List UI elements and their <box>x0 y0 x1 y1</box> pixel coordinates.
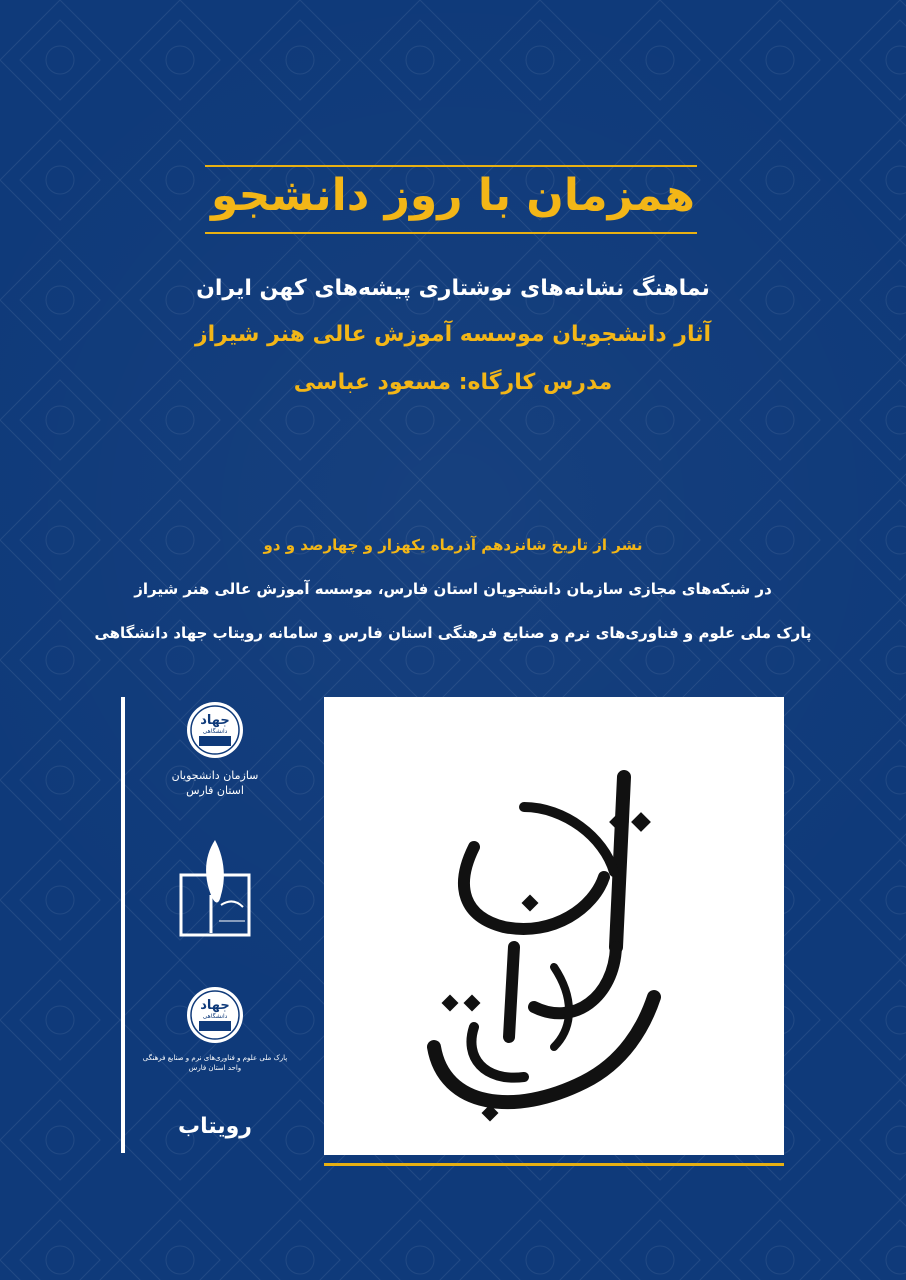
jahad-word: جهاد <box>200 998 230 1013</box>
publish-channels-2: پارک ملی علوم و فناوری‌های نرم و صنایع فرهنگی استان فارس و سامانه رویتاب جهاد دانشگاهی <box>94 624 812 642</box>
left-vertical-rule <box>121 697 125 1153</box>
science-park-caption: پارک ملی علوم و فناوری‌های نرم و صنایع فرهنگی واحد استان فارس <box>142 1054 288 1072</box>
jahad-word: جهاد <box>200 713 230 728</box>
artwork-panel <box>324 697 784 1155</box>
org1-line2: استان فارس <box>186 784 244 797</box>
art-institute-emblem-icon <box>175 835 255 945</box>
subtitle-project: نماهنگ نشانه‌های نوشتاری پیشه‌های کهن ایران <box>196 276 710 301</box>
jahad-sub: دانشگاهی <box>202 728 228 735</box>
subtitle-students: آثار دانشجویان موسسه آموزش عالی هنر شیراز <box>194 322 712 347</box>
org1-line1: سازمان دانشجویان <box>171 769 259 782</box>
jahad-emblem-icon <box>185 700 245 760</box>
headline-bottom-rule <box>205 232 697 234</box>
publish-date: نشر از تاریخ شانزدهم آذرماه یکهزار و چهارصد و دو <box>263 536 643 554</box>
logo-art-institute <box>140 835 290 949</box>
jahad-sub: دانشگاهی <box>202 1013 228 1020</box>
calligraphy-artwork <box>324 697 784 1155</box>
subtitle-instructor: مدرس کارگاه: مسعود عباسی <box>293 370 613 395</box>
publish-channels-1: در شبکه‌های مجازی سازمان دانشجویان استان فارس، موسسه آموزش عالی هنر شیراز <box>134 580 772 598</box>
jahad-emblem-icon <box>185 985 245 1045</box>
logo-roytab <box>140 1112 290 1142</box>
logo-student-org <box>140 700 290 798</box>
artwork-bottom-rule <box>324 1163 784 1166</box>
headline: همزمان با روز دانشجو <box>211 170 695 221</box>
headline-top-rule <box>205 165 697 167</box>
roytab-wordmark: رویتاب <box>178 1114 252 1139</box>
logo-science-park <box>140 985 290 1073</box>
